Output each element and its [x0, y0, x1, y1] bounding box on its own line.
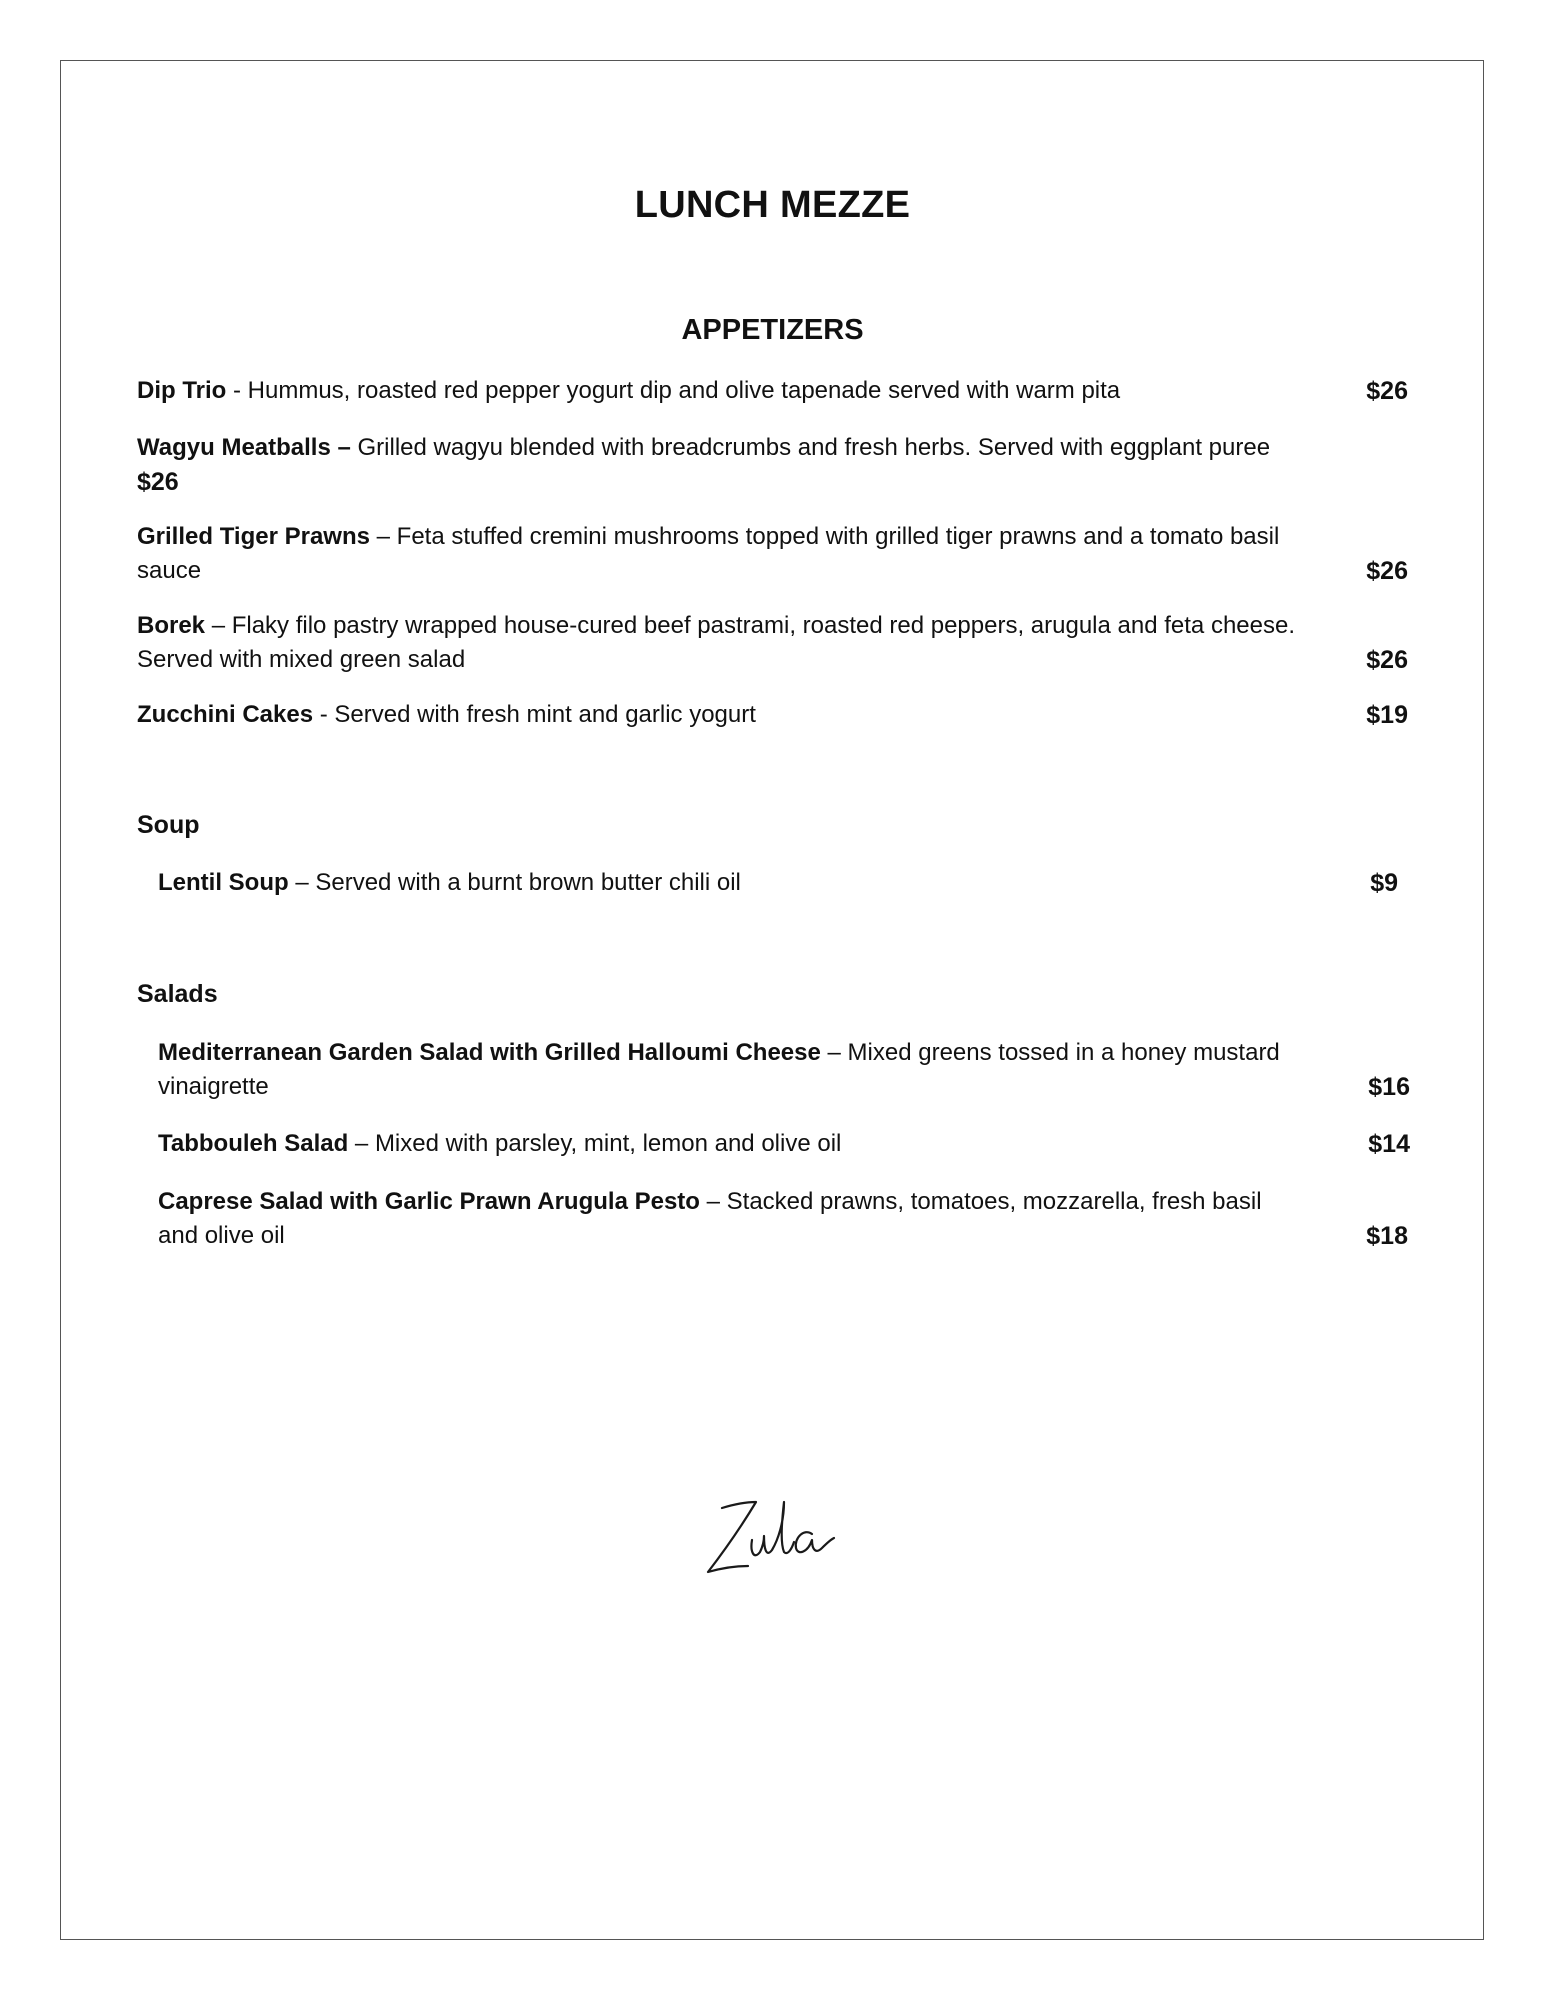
item-description-continued: sauce — [137, 557, 202, 584]
item-description: Served with a burnt brown butter chili oil — [315, 869, 741, 896]
item-separator: – — [288, 869, 316, 896]
item-name: Borek — [137, 612, 206, 639]
menu-item-tabbouleh-salad — [158, 1127, 841, 1161]
menu-item-wagyu-meatballs — [137, 431, 1270, 465]
item-name: Caprese Salad with Garlic Prawn Arugula Pesto — [158, 1188, 700, 1215]
item-name: Lentil Soup — [158, 869, 289, 896]
menu-item-caprese-salad — [158, 1185, 1262, 1219]
item-price-mediterranean-garden-salad: $16 — [1368, 1073, 1410, 1101]
menu-item-dip-trio — [137, 374, 1120, 408]
item-description-continued: and olive oil — [158, 1222, 285, 1249]
item-separator: – — [348, 1130, 375, 1157]
item-description: Feta stuffed cremini mushrooms topped with grilled tiger prawns and a tomato basil — [396, 523, 1280, 550]
item-price-borek: $26 — [1366, 646, 1408, 674]
item-description: Hummus, roasted red pepper yogurt dip and olive tapenade served with warm pita — [247, 377, 1121, 404]
menu-item-borek — [137, 609, 1295, 643]
item-name: Wagyu Meatballs – — [137, 434, 351, 461]
salads-heading: Salads — [137, 980, 218, 1008]
item-separator — [351, 434, 358, 461]
item-price-grilled-tiger-prawns: $26 — [1366, 557, 1408, 585]
item-separator: – — [205, 612, 232, 639]
item-name: Tabbouleh Salad — [158, 1130, 349, 1157]
item-price-caprese-salad: $18 — [1366, 1222, 1408, 1250]
item-description: Served with fresh mint and garlic yogurt — [334, 701, 756, 728]
item-description: Flaky filo pastry wrapped house-cured beef pastrami, roasted red peppers, arugula and feta cheese. — [231, 612, 1295, 639]
menu-item-lentil-soup — [158, 866, 741, 900]
soup-heading: Soup — [137, 811, 200, 839]
item-price-tabbouleh-salad: $14 — [1368, 1130, 1410, 1158]
item-price-wagyu-meatballs: $26 — [137, 468, 179, 496]
item-separator: – — [369, 523, 397, 550]
item-separator: – — [699, 1188, 727, 1215]
item-price-zucchini-cakes: $19 — [1366, 701, 1408, 729]
item-price-lentil-soup: $9 — [1370, 869, 1398, 897]
item-price-dip-trio: $26 — [1366, 377, 1408, 405]
item-description-continued: Served with mixed green salad — [137, 646, 466, 673]
item-name: Dip Trio — [137, 377, 227, 404]
item-name: Mediterranean Garden Salad with Grilled Halloumi Cheese — [158, 1039, 821, 1066]
item-description: Stacked prawns, tomatoes, mozzarella, fresh basil — [726, 1188, 1262, 1215]
item-name: Zucchini Cakes — [137, 701, 314, 728]
item-name: Grilled Tiger Prawns — [137, 523, 370, 550]
item-separator: - — [226, 377, 248, 404]
item-separator: – — [820, 1039, 848, 1066]
item-separator: - — [313, 701, 335, 728]
menu-item-grilled-tiger-prawns — [137, 520, 1279, 554]
item-description: Mixed greens tossed in a honey mustard — [847, 1039, 1280, 1066]
item-description: Mixed with parsley, mint, lemon and olive oil — [374, 1130, 842, 1157]
item-description: Grilled wagyu blended with breadcrumbs and fresh herbs. Served with eggplant puree — [357, 434, 1271, 461]
menu-item-mediterranean-garden-salad — [158, 1036, 1280, 1070]
menu-item-zucchini-cakes — [137, 698, 756, 732]
appetizers-heading: APPETIZERS — [681, 314, 864, 346]
menu-title: LUNCH MEZZE — [634, 184, 911, 226]
zula-signature-icon — [700, 1490, 840, 1580]
item-description-continued: vinaigrette — [158, 1073, 269, 1100]
